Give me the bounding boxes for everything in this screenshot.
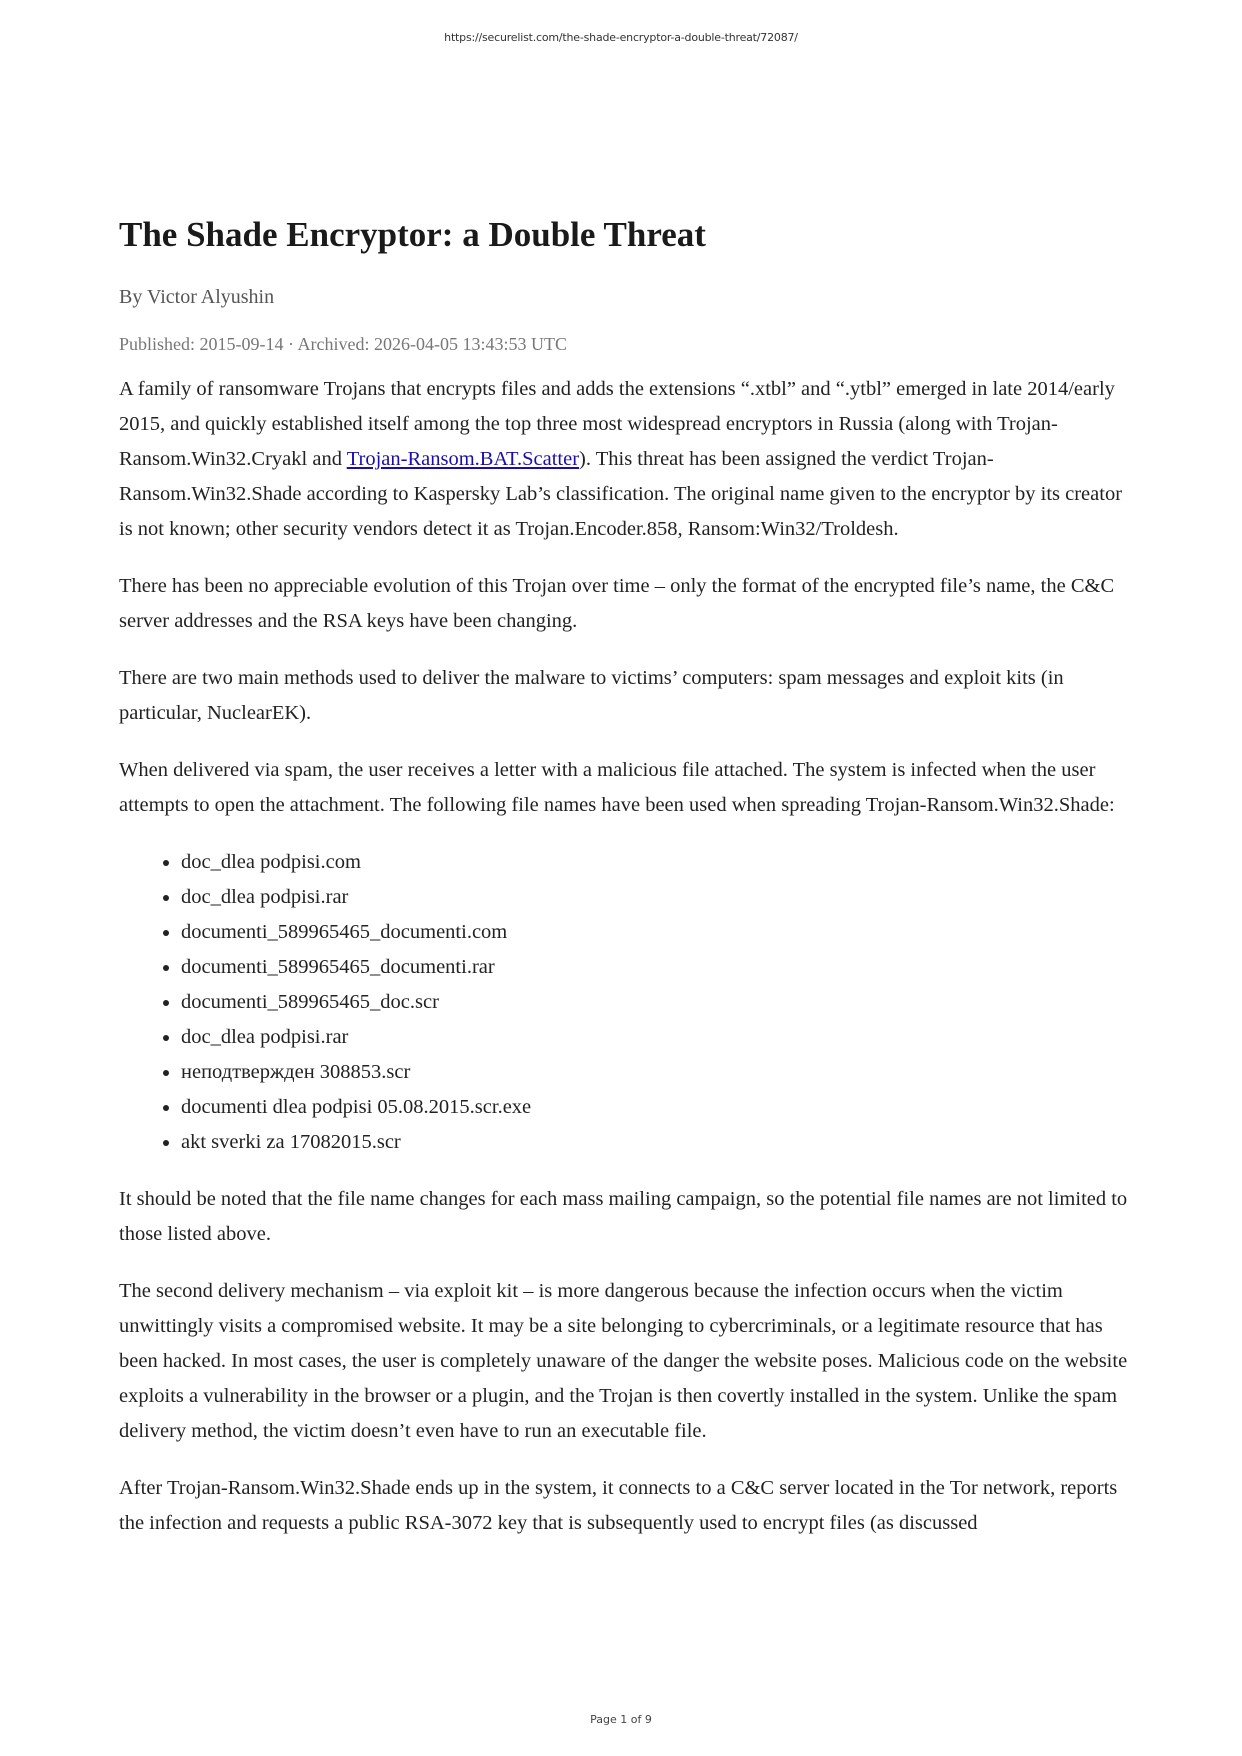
list-item: • akt sverki za 17082015.scr [181, 1125, 1129, 1160]
paragraph-spam-delivery: When delivered via spam, the user receives a letter with a malicious file attached. The system is infected when the user attempts to open the attachment. The following file names have been used when spreading Trojan-Ransom.Win32.Shade: [119, 759, 1115, 816]
page-url-header: https://securelist.com/the-shade-encryptor-a-double-threat/72087/ [444, 31, 798, 44]
article-body [119, 372, 1129, 1541]
list-item: • неподтвержден 308853.scr [181, 1055, 1129, 1090]
list-item: • doc_dlea podpisi.rar [181, 880, 1129, 915]
paragraph-evolution: There has been no appreciable evolution of this Trojan over time – only the format of the encrypted file’s name, the C&C server addresses and the RSA keys have been changing. [119, 575, 1115, 632]
list-item: • documenti dlea podpisi 05.08.2015.scr.exe [181, 1090, 1129, 1125]
article-byline: By Victor Alyushin [119, 286, 275, 308]
article-meta: Published: 2015-09-14 · Archived: 2026-04-05 13:43:53 UTC [119, 334, 567, 354]
paragraph-cc-server: After Trojan-Ransom.Win32.Shade ends up in the system, it connects to a C&C server located in the Tor network, reports the infection and requests a public RSA-3072 key that is subsequently used to encrypt files (as discussed [119, 1477, 1118, 1534]
intro-text-after-link: ). This threat has been assigned the verdict Trojan-Ransom.Win32.Shade according to Kaspersky Lab’s classification. The original name given to the encryptor by its creator is not known; other security vendors detect it as Trojan.Encoder.858, Ransom:Win32/Troldesh. [119, 448, 1123, 540]
list-item: • doc_dlea podpisi.rar [181, 1020, 1129, 1055]
list-item: • doc_dlea podpisi.com [181, 845, 1129, 880]
list-item: • documenti_589965465_doc.scr [181, 985, 1129, 1020]
paragraph-exploit-kit: The second delivery mechanism – via exploit kit – is more dangerous because the infection occurs when the victim unwittingly visits a compromised website. It may be a site belonging to cybercriminals, or a legitimate resource that has been hacked. In most cases, the user is completely unaware of the danger the website poses. Malicious code on the website exploits a vulnerability in the browser or a plugin, and the Trojan is then covertly installed in the system. Unlike the spam delivery method, the victim doesn’t even have to run an executable file. [119, 1280, 1128, 1442]
article-title: The Shade Encryptor: a Double Threat [119, 215, 706, 254]
paragraph-file-name-note: It should be noted that the file name changes for each mass mailing campaign, so the potential file names are not limited to those listed above. [119, 1188, 1128, 1245]
paragraph-intro [119, 372, 1129, 547]
file-name-list [119, 845, 1129, 1160]
article [119, 210, 1129, 1563]
intro-text-before-link: A family of ransomware Trojans that encrypts files and adds the extensions “.xtbl” and “.ytbl” emerged in late 2014/early 2015, and quickly established itself among the top three most widespread encryptors in Russia (along with Trojan-Ransom.Win32.Cryakl and [119, 378, 1115, 470]
list-item: • documenti_589965465_documenti.rar [181, 950, 1129, 985]
scatter-link[interactable]: Trojan-Ransom.BAT.Scatter [346, 448, 580, 470]
list-item: • documenti_589965465_documenti.com [181, 915, 1129, 950]
paragraph-delivery-methods: There are two main methods used to deliver the malware to victims’ computers: spam messages and exploit kits (in particular, NuclearEK). [119, 667, 1064, 724]
page-number: Page 1 of 9 [590, 1713, 652, 1726]
